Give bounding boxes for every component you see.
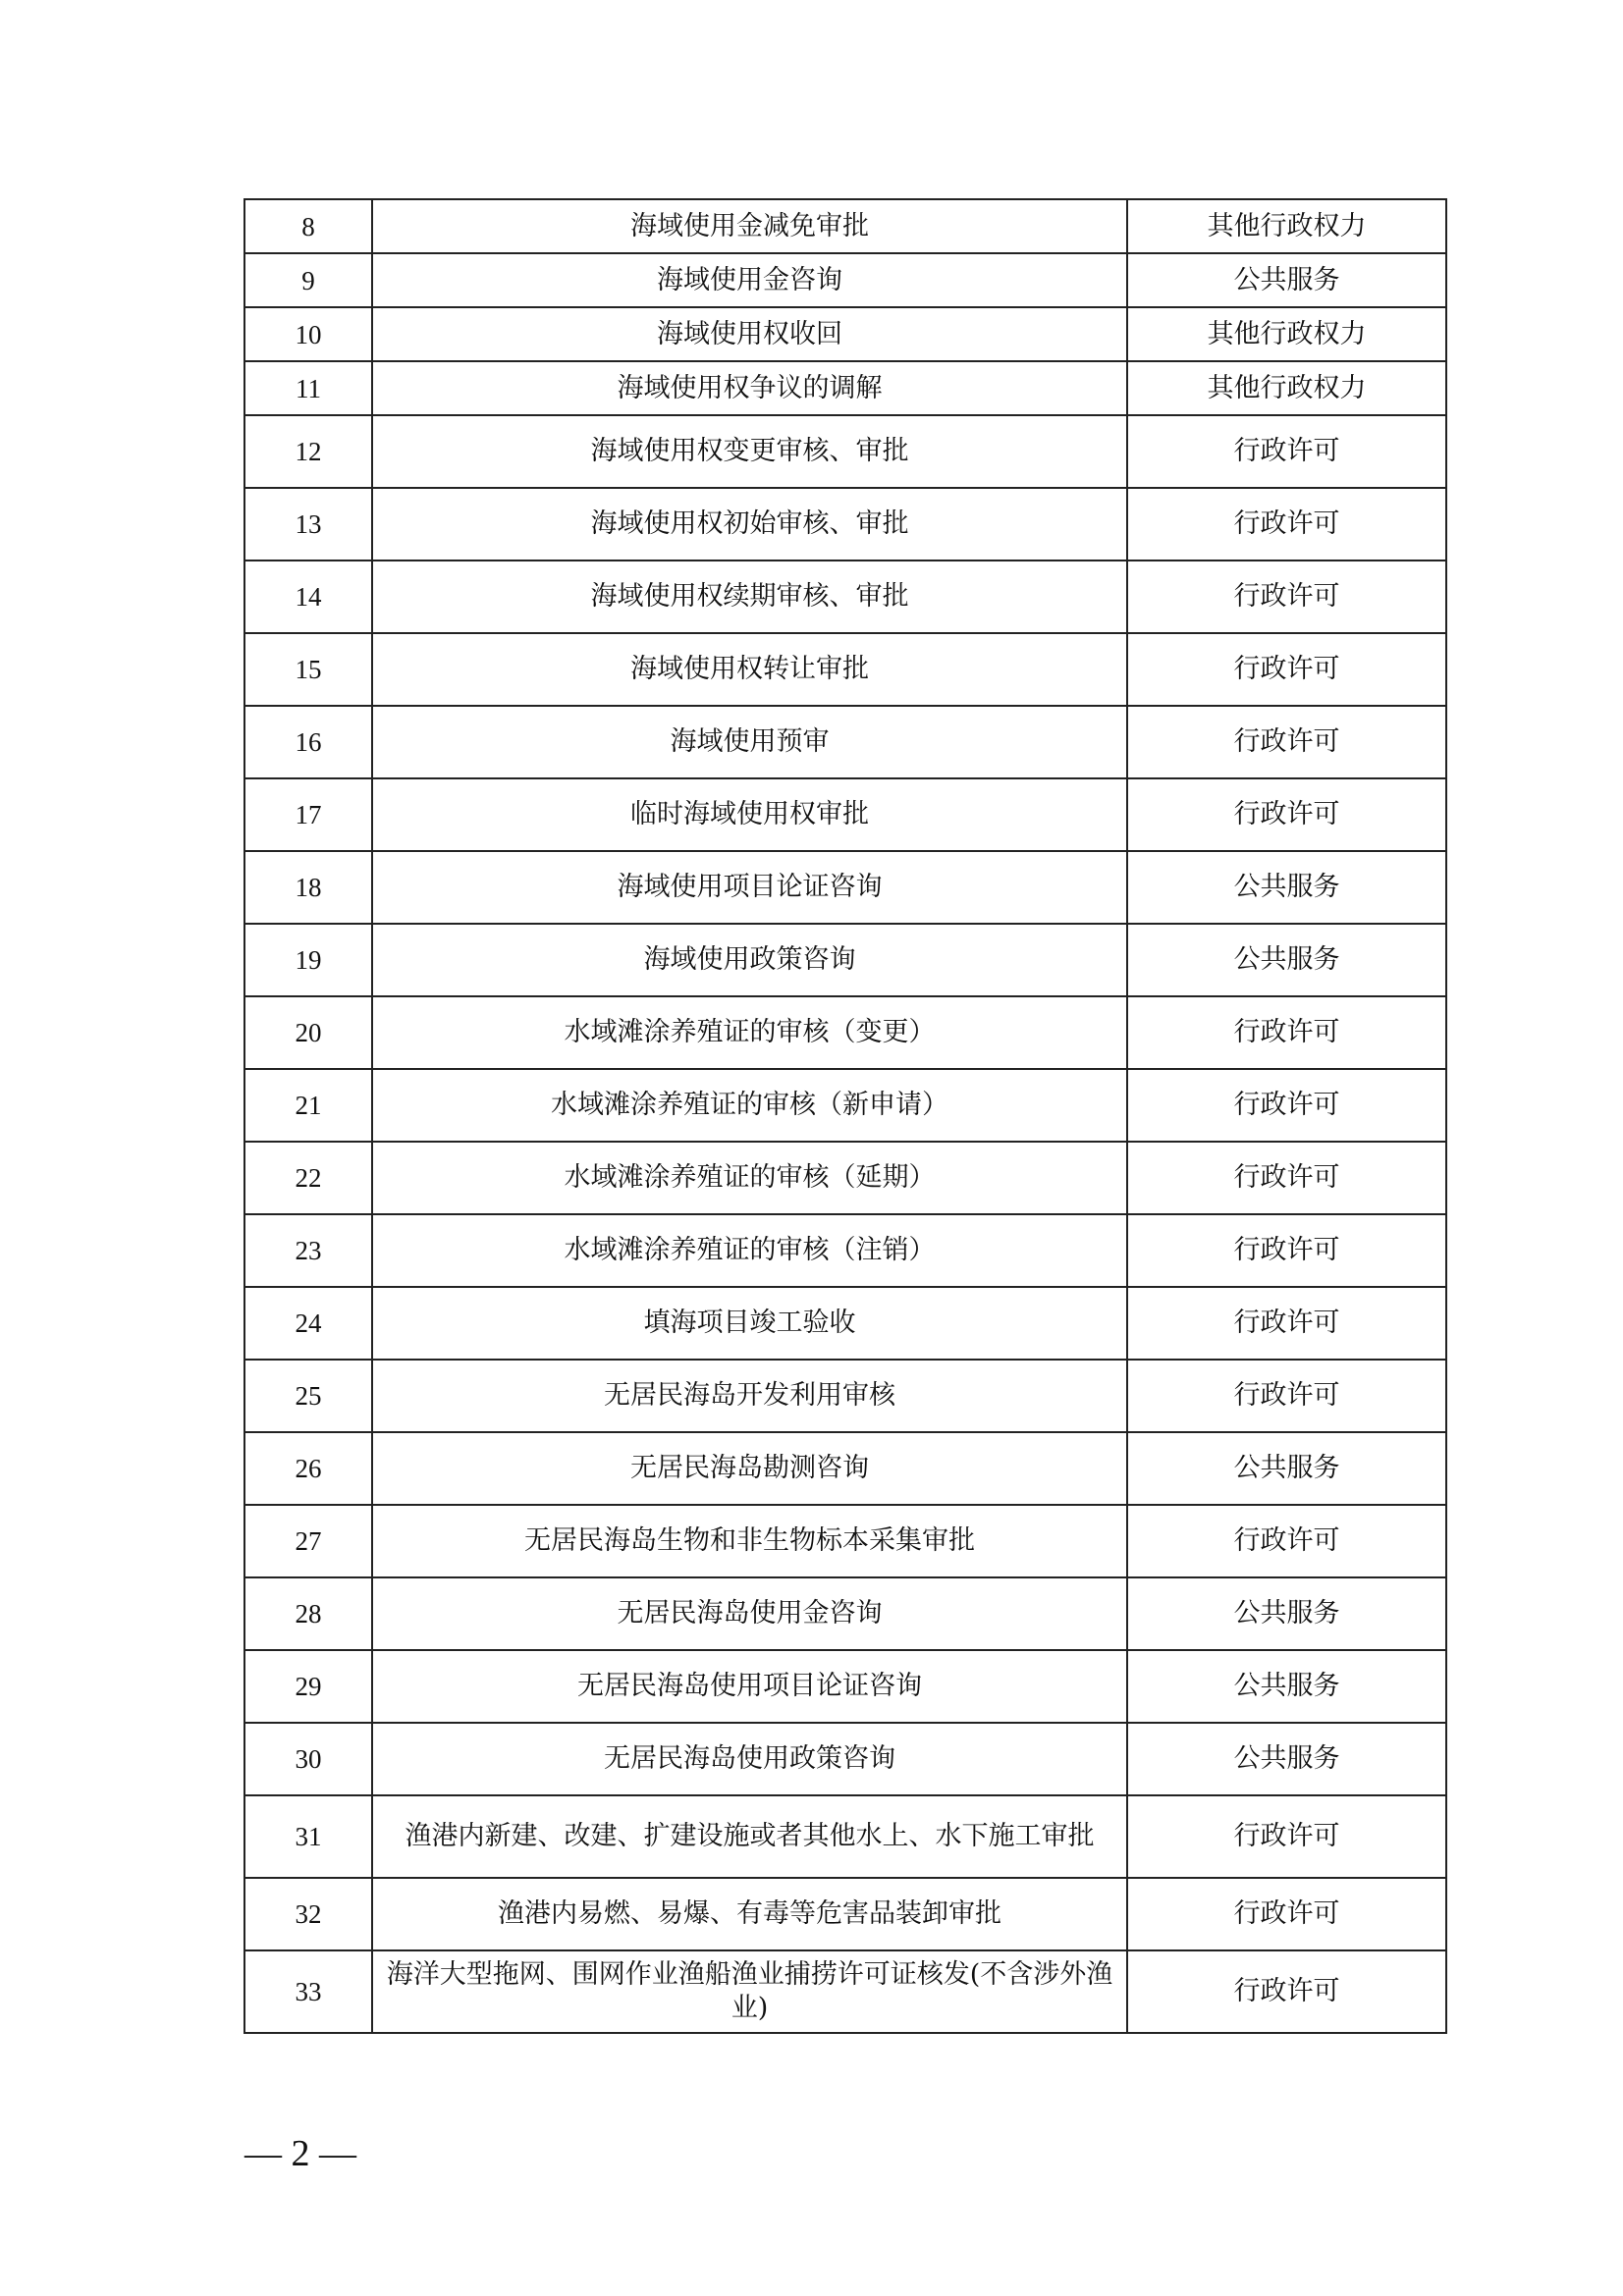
item-name: 海域使用预审 bbox=[372, 706, 1127, 778]
row-number: 32 bbox=[244, 1878, 372, 1950]
item-type: 行政许可 bbox=[1127, 1360, 1446, 1432]
table-row bbox=[244, 253, 1446, 307]
page-number: — 2 — bbox=[244, 2133, 356, 2174]
row-number: 14 bbox=[244, 561, 372, 633]
table-row bbox=[244, 199, 1446, 253]
item-name: 水域滩涂养殖证的审核（新申请） bbox=[372, 1069, 1127, 1142]
item-name: 水域滩涂养殖证的审核（注销） bbox=[372, 1214, 1127, 1287]
item-type: 公共服务 bbox=[1127, 1723, 1446, 1795]
item-name: 海域使用金减免审批 bbox=[372, 199, 1127, 253]
table-row bbox=[244, 1142, 1446, 1214]
item-type: 行政许可 bbox=[1127, 706, 1446, 778]
table-row bbox=[244, 996, 1446, 1069]
row-number: 15 bbox=[244, 633, 372, 706]
item-type: 行政许可 bbox=[1127, 1142, 1446, 1214]
table-row bbox=[244, 1069, 1446, 1142]
item-type: 公共服务 bbox=[1127, 851, 1446, 924]
item-type: 行政许可 bbox=[1127, 1214, 1446, 1287]
row-number: 23 bbox=[244, 1214, 372, 1287]
row-number: 27 bbox=[244, 1505, 372, 1577]
row-number: 8 bbox=[244, 199, 372, 253]
item-type: 行政许可 bbox=[1127, 1505, 1446, 1577]
item-type: 行政许可 bbox=[1127, 415, 1446, 488]
table-row bbox=[244, 633, 1446, 706]
row-number: 21 bbox=[244, 1069, 372, 1142]
item-name: 填海项目竣工验收 bbox=[372, 1287, 1127, 1360]
item-name: 渔港内易燃、易爆、有毒等危害品装卸审批 bbox=[372, 1878, 1127, 1950]
item-type: 其他行政权力 bbox=[1127, 307, 1446, 361]
row-number: 31 bbox=[244, 1795, 372, 1878]
item-name: 海域使用权初始审核、审批 bbox=[372, 488, 1127, 561]
row-number: 22 bbox=[244, 1142, 372, 1214]
item-type: 公共服务 bbox=[1127, 1432, 1446, 1505]
table-row bbox=[244, 1360, 1446, 1432]
item-name: 无居民海岛生物和非生物标本采集审批 bbox=[372, 1505, 1127, 1577]
item-name: 海域使用权续期审核、审批 bbox=[372, 561, 1127, 633]
item-name: 无居民海岛使用金咨询 bbox=[372, 1577, 1127, 1650]
table-row bbox=[244, 488, 1446, 561]
item-name: 无居民海岛开发利用审核 bbox=[372, 1360, 1127, 1432]
item-name: 无居民海岛使用政策咨询 bbox=[372, 1723, 1127, 1795]
item-name: 海域使用政策咨询 bbox=[372, 924, 1127, 996]
row-number: 9 bbox=[244, 253, 372, 307]
table-row bbox=[244, 1214, 1446, 1287]
item-name: 临时海域使用权审批 bbox=[372, 778, 1127, 851]
table-row bbox=[244, 1795, 1446, 1878]
item-type: 行政许可 bbox=[1127, 1795, 1446, 1878]
row-number: 12 bbox=[244, 415, 372, 488]
table-row bbox=[244, 307, 1446, 361]
table-row bbox=[244, 1505, 1446, 1577]
item-type: 公共服务 bbox=[1127, 1650, 1446, 1723]
table-row bbox=[244, 1432, 1446, 1505]
item-name: 海域使用权转让审批 bbox=[372, 633, 1127, 706]
item-name: 水域滩涂养殖证的审核（延期） bbox=[372, 1142, 1127, 1214]
row-number: 30 bbox=[244, 1723, 372, 1795]
table-row bbox=[244, 1650, 1446, 1723]
table-row bbox=[244, 1723, 1446, 1795]
row-number: 17 bbox=[244, 778, 372, 851]
row-number: 33 bbox=[244, 1950, 372, 2033]
item-type: 其他行政权力 bbox=[1127, 199, 1446, 253]
row-number: 11 bbox=[244, 361, 372, 415]
item-name: 水域滩涂养殖证的审核（变更） bbox=[372, 996, 1127, 1069]
item-type: 其他行政权力 bbox=[1127, 361, 1446, 415]
item-type: 行政许可 bbox=[1127, 1950, 1446, 2033]
row-number: 25 bbox=[244, 1360, 372, 1432]
row-number: 20 bbox=[244, 996, 372, 1069]
table-row bbox=[244, 778, 1446, 851]
row-number: 19 bbox=[244, 924, 372, 996]
row-number: 13 bbox=[244, 488, 372, 561]
table-row bbox=[244, 1878, 1446, 1950]
row-number: 10 bbox=[244, 307, 372, 361]
item-type: 行政许可 bbox=[1127, 1069, 1446, 1142]
item-name: 海域使用权争议的调解 bbox=[372, 361, 1127, 415]
table-row bbox=[244, 1287, 1446, 1360]
item-name: 无居民海岛勘测咨询 bbox=[372, 1432, 1127, 1505]
item-name: 渔港内新建、改建、扩建设施或者其他水上、水下施工审批 bbox=[372, 1795, 1127, 1878]
row-number: 18 bbox=[244, 851, 372, 924]
item-type: 公共服务 bbox=[1127, 253, 1446, 307]
row-number: 26 bbox=[244, 1432, 372, 1505]
item-name: 海域使用金咨询 bbox=[372, 253, 1127, 307]
item-name: 无居民海岛使用项目论证咨询 bbox=[372, 1650, 1127, 1723]
table-row bbox=[244, 415, 1446, 488]
item-type: 行政许可 bbox=[1127, 1878, 1446, 1950]
item-type: 行政许可 bbox=[1127, 633, 1446, 706]
table-row bbox=[244, 561, 1446, 633]
row-number: 16 bbox=[244, 706, 372, 778]
item-type: 行政许可 bbox=[1127, 561, 1446, 633]
table-row bbox=[244, 924, 1446, 996]
item-name: 海域使用项目论证咨询 bbox=[372, 851, 1127, 924]
item-type: 公共服务 bbox=[1127, 924, 1446, 996]
item-name: 海域使用权变更审核、审批 bbox=[372, 415, 1127, 488]
row-number: 29 bbox=[244, 1650, 372, 1723]
items-table bbox=[243, 198, 1447, 2034]
table-row bbox=[244, 706, 1446, 778]
item-type: 行政许可 bbox=[1127, 488, 1446, 561]
item-name: 海域使用权收回 bbox=[372, 307, 1127, 361]
table-row bbox=[244, 1577, 1446, 1650]
item-type: 公共服务 bbox=[1127, 1577, 1446, 1650]
item-type: 行政许可 bbox=[1127, 1287, 1446, 1360]
table-row bbox=[244, 1950, 1446, 2033]
item-name: 海洋大型拖网、围网作业渔船渔业捕捞许可证核发(不含涉外渔业) bbox=[372, 1950, 1127, 2033]
row-number: 24 bbox=[244, 1287, 372, 1360]
item-type: 行政许可 bbox=[1127, 996, 1446, 1069]
item-type: 行政许可 bbox=[1127, 778, 1446, 851]
row-number: 28 bbox=[244, 1577, 372, 1650]
table-row bbox=[244, 851, 1446, 924]
table-row bbox=[244, 361, 1446, 415]
